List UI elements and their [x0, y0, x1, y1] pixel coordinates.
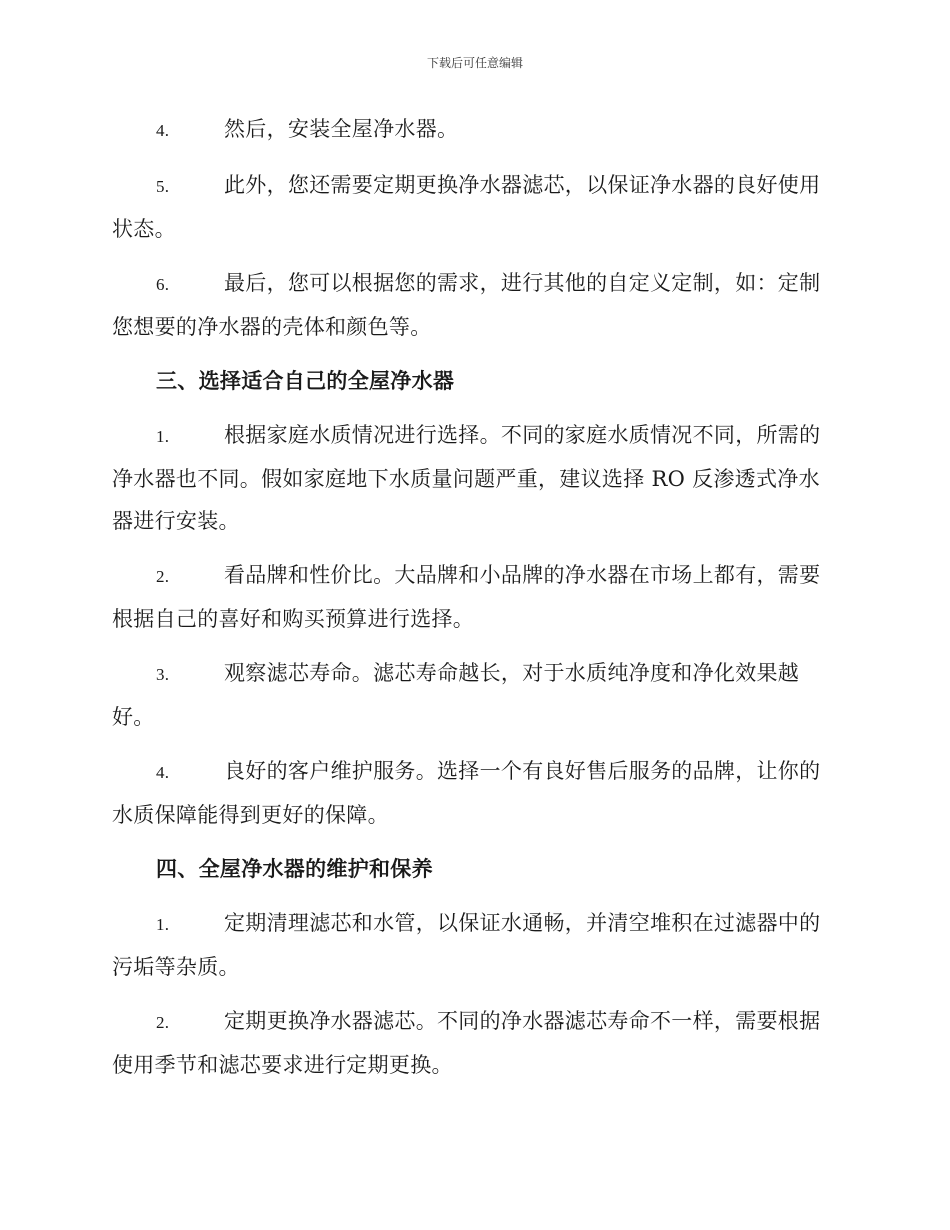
list-item	[112, 108, 834, 152]
list-item	[112, 164, 834, 250]
list-item	[112, 554, 834, 640]
item-number: 5.	[156, 177, 170, 196]
item-number: 6.	[156, 275, 170, 294]
item-text: 良好的客户维护服务。选择一个有良好售后服务的品牌，让你的水质保障能得到更好的保障。	[112, 759, 821, 827]
header-note: 下载后可任意编辑	[426, 56, 523, 70]
section-heading: 四、全屋净水器的维护和保养	[156, 856, 433, 881]
item-text: 观察滤芯寿命。滤芯寿命越长，对于水质纯净度和净化效果越好。	[112, 661, 800, 729]
item-number: 1.	[156, 915, 170, 934]
item-text: 定期清理滤芯和水管，以保证水通畅，并清空堆积在过滤器中的污垢等杂质。	[112, 911, 821, 979]
item-number: 4.	[156, 121, 170, 140]
item-text: 最后，您可以根据您的需求，进行其他的自定义定制，如：定制您想要的净水器的壳体和颜色等。	[112, 271, 821, 339]
item-number: 2.	[156, 1013, 170, 1032]
item-number: 4.	[156, 763, 170, 782]
item-text: 看品牌和性价比。大品牌和小品牌的净水器在市场上都有，需要根据自己的喜好和购买预算进行选择。	[112, 563, 821, 631]
list-item	[112, 750, 834, 836]
item-number: 1.	[156, 427, 170, 446]
item-text: 然后，安装全屋净水器。	[224, 117, 459, 141]
item-number: 2.	[156, 567, 170, 586]
list-item	[112, 262, 834, 348]
list-item	[112, 414, 834, 542]
list-item	[112, 902, 834, 988]
item-text: 定期更换净水器滤芯。不同的净水器滤芯寿命不一样，需要根据使用季节和滤芯要求进行定期更换。	[112, 1009, 821, 1077]
list-item	[112, 1000, 834, 1086]
list-item	[112, 652, 834, 738]
item-text: 此外，您还需要定期更换净水器滤芯，以保证净水器的良好使用状态。	[112, 173, 821, 241]
document-body	[112, 108, 834, 1098]
item-text: 根据家庭水质情况进行选择。不同的家庭水质情况不同，所需的净水器也不同。假如家庭地下水质量问题严重，建议选择 RO 反渗透式净水器进行安装。	[112, 423, 821, 533]
section-heading: 三、选择适合自己的全屋净水器	[156, 368, 455, 393]
item-number: 3.	[156, 665, 170, 684]
